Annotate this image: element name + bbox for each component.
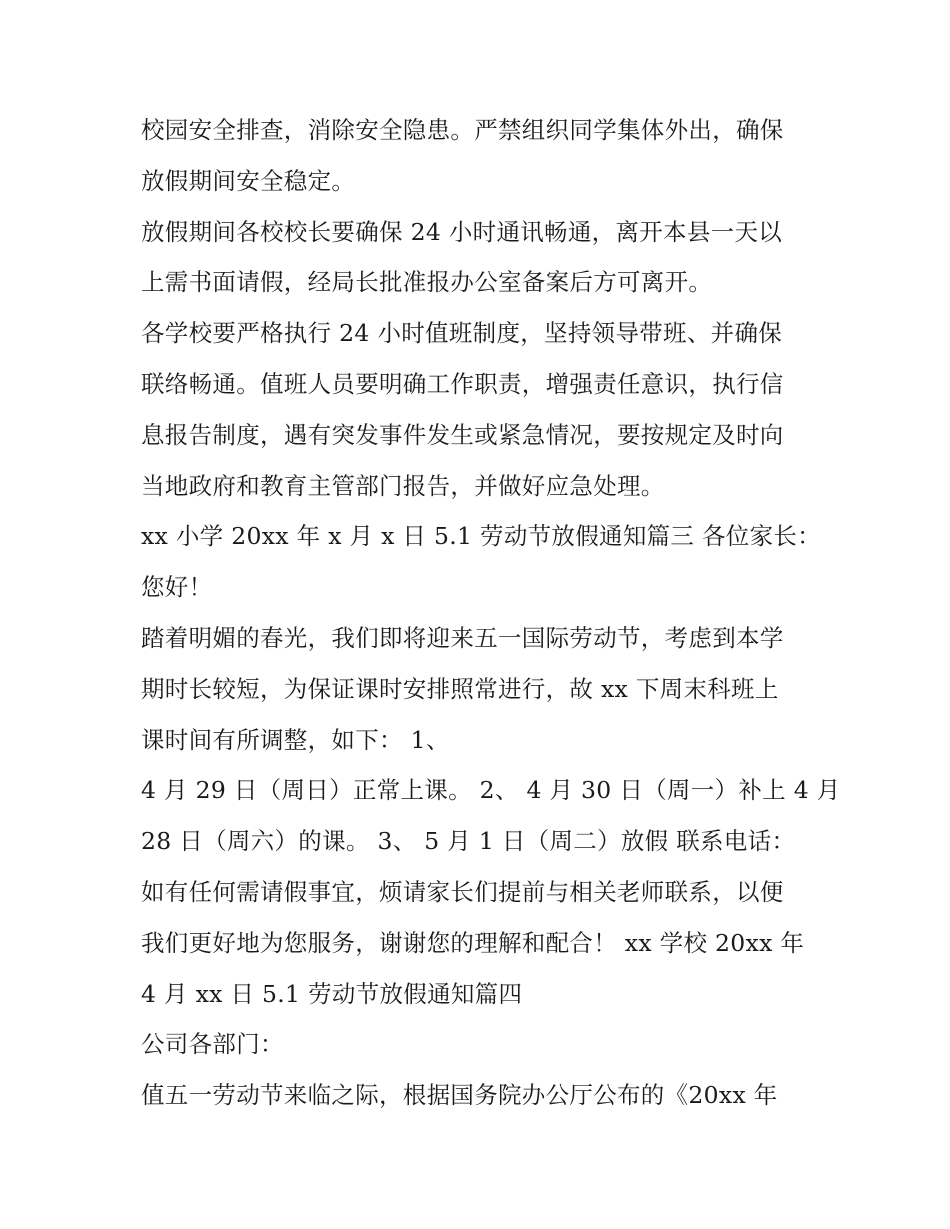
text-line: 如有任何需请假事宜，烦请家长们提前与相关老师联系，以便 [141, 877, 784, 906]
text-line: 放假期间各校校长要确保 24 小时通讯畅通，离开本县一天以 [141, 217, 783, 246]
text-line: 校园安全排查，消除安全隐患。严禁组织同学集体外出，确保 [141, 116, 784, 144]
text-line: 联络畅通。值班人员要明确工作职责，增强责任意识，执行信 [141, 369, 784, 398]
text-line: 息报告制度，遇有突发事件发生或紧急情况，要按规定及时向 [141, 420, 784, 449]
text-line: 课时间有所调整，如下： 1、 [141, 725, 450, 754]
text-line: 4 月 xx 日 5.1 劳动节放假通知篇四 [141, 979, 523, 1008]
text-line: 上需书面请假，经局长批准报办公室备案后方可离开。 [141, 268, 713, 297]
text-line: 我们更好地为您服务，谢谢您的理解和配合！ xx 学校 20xx 年 [141, 928, 805, 957]
text-line: 各学校要严格执行 24 小时值班制度，坚持领导带班、并确保 [141, 319, 783, 348]
text-line: 28 日（周六）的课。 3、 5 月 1 日（周二）放假 联系电话： [141, 827, 796, 856]
text-line: xx 小学 20xx 年 x 月 x 日 5.1 劳动节放假通知篇三 各位家长： [141, 522, 821, 551]
document-body [141, 110, 841, 1126]
text-line: 4 月 29 日（周日）正常上课。 2、 4 月 30 日（周一）补上 4 月 [141, 776, 841, 805]
text-line: 踏着明媚的春光，我们即将迎来五一国际劳动节，考虑到本学 [141, 623, 784, 652]
text-line: 期时长较短，为保证课时安排照常进行，故 xx 下周末科班上 [141, 674, 779, 703]
text-line: 当地政府和教育主管部门报告，并做好应急处理。 [141, 471, 665, 500]
text-line: 值五一劳动节来临之际，根据国务院办公厅公布的《20xx 年 [141, 1081, 778, 1110]
text-line: 您好！ [141, 573, 213, 602]
text-line: 公司各部门： [141, 1030, 284, 1059]
text-line: 放假期间安全稳定。 [141, 166, 356, 195]
